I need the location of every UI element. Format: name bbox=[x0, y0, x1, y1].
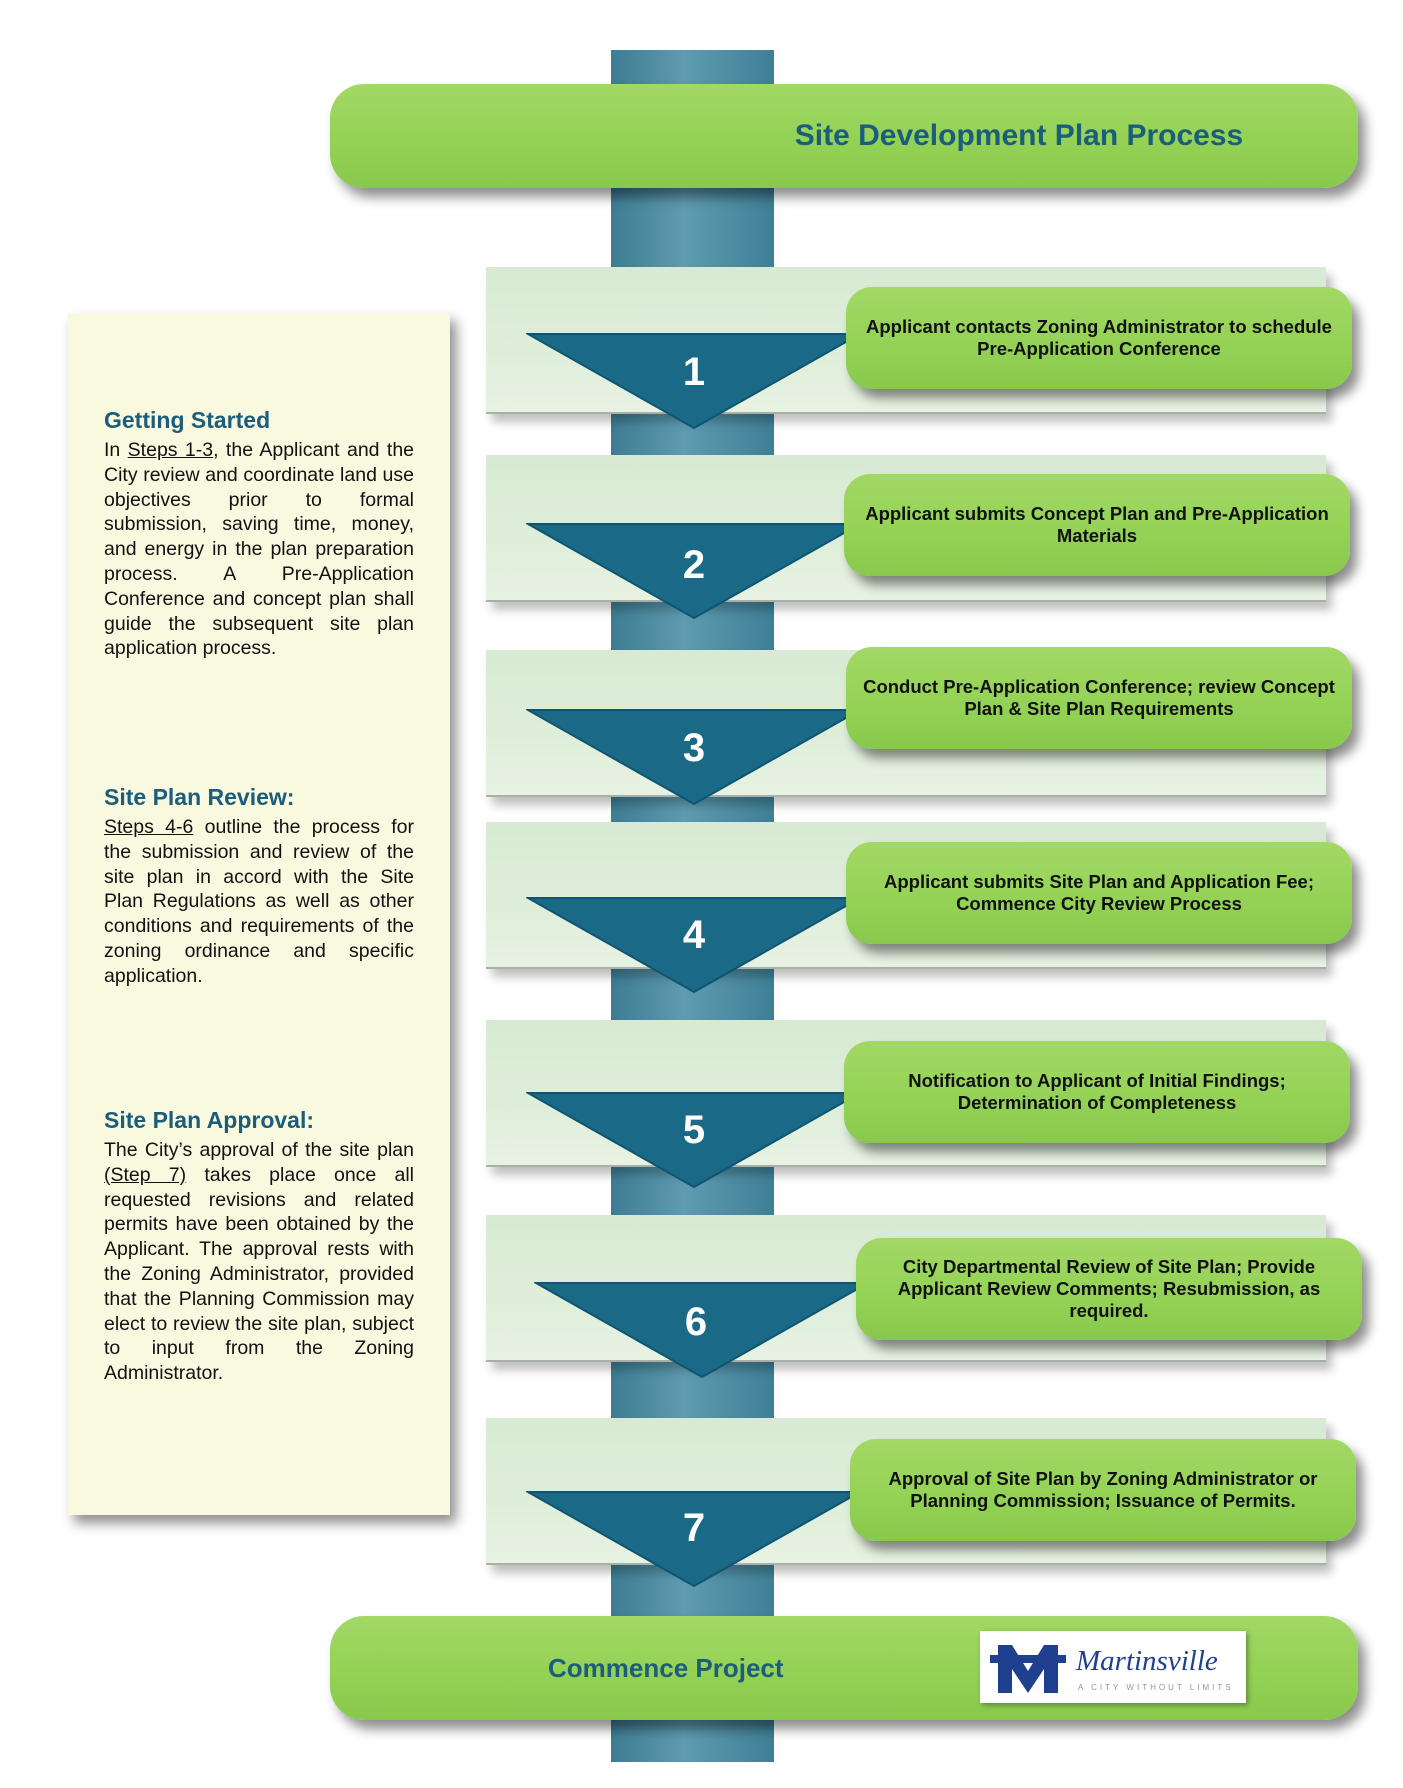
step-text-7: Approval of Site Plan by Zoning Administrator or Planning Commission; Issuance of Permits. bbox=[850, 1439, 1356, 1541]
site-plan-review-heading: Site Plan Review: bbox=[104, 784, 295, 810]
page-title: Site Development Plan Process bbox=[794, 119, 1244, 152]
steps-4-6-link: Steps 4-6 bbox=[104, 816, 194, 838]
step-number-1: 1 bbox=[682, 350, 706, 394]
step-number-5: 5 bbox=[682, 1108, 706, 1152]
step-number-6: 6 bbox=[684, 1300, 708, 1344]
step-text-1: Applicant contacts Zoning Administrator to schedule Pre-Application Conference bbox=[846, 287, 1352, 389]
site-plan-approval-text: The City’s approval of the site plan (Step 7) takes place once all requested revisions and related permits have been obtained by the Applicant. The approval rests with the Zoning Administrator, provided that the Planning Commission may elect to review the site plan, subject to input from the Zoning Administrator. bbox=[104, 1139, 414, 1385]
logo-tagline: A CITY WITHOUT LIMITS bbox=[1078, 1683, 1234, 1692]
logo-wordmark: Martinsville bbox=[1076, 1645, 1218, 1677]
commence-project-label: Commence Project bbox=[548, 1653, 784, 1683]
martinsville-logo bbox=[980, 1631, 1246, 1703]
commence-banner bbox=[330, 1616, 1358, 1720]
sidebar-panel bbox=[68, 313, 450, 1515]
step-number-4: 4 bbox=[682, 913, 706, 957]
steps-1-3-link: Steps 1-3 bbox=[127, 439, 214, 461]
step-number-3: 3 bbox=[682, 726, 706, 770]
step-number-2: 2 bbox=[682, 543, 706, 587]
site-plan-approval-heading: Site Plan Approval: bbox=[104, 1107, 315, 1133]
martinsville-m-icon bbox=[990, 1637, 1066, 1697]
step-text-3: Conduct Pre-Application Conference; review Concept Plan & Site Plan Requirements bbox=[846, 647, 1352, 749]
site-plan-review-text: Steps 4-6 outline the process for the submission and review of the site plan in accord with the Site Plan Regulations as well as other conditions and requirements of the zoning ordinance and specific application. bbox=[104, 816, 415, 987]
title-banner bbox=[330, 84, 1358, 188]
step-number-7: 7 bbox=[682, 1506, 706, 1550]
step-text-5: Notification to Applicant of Initial Findings; Determination of Completeness bbox=[844, 1041, 1350, 1143]
step-text-4: Applicant submits Site Plan and Application Fee; Commence City Review Process bbox=[846, 842, 1352, 944]
step-7-link: (Step 7) bbox=[104, 1163, 187, 1186]
getting-started-text: In Steps 1-3, the Applicant and the City review and coordinate land use objectives prior to formal submission, saving time, money, and energy in the plan preparation process. A Pre-Application Conference and concept plan shall guide the subsequent site plan application process. bbox=[104, 439, 415, 660]
getting-started-heading: Getting Started bbox=[104, 407, 271, 433]
step-text-2: Applicant submits Concept Plan and Pre-Application Materials bbox=[844, 474, 1350, 576]
step-text-6: City Departmental Review of Site Plan; Provide Applicant Review Comments; Resubmission, as required. bbox=[856, 1238, 1362, 1340]
